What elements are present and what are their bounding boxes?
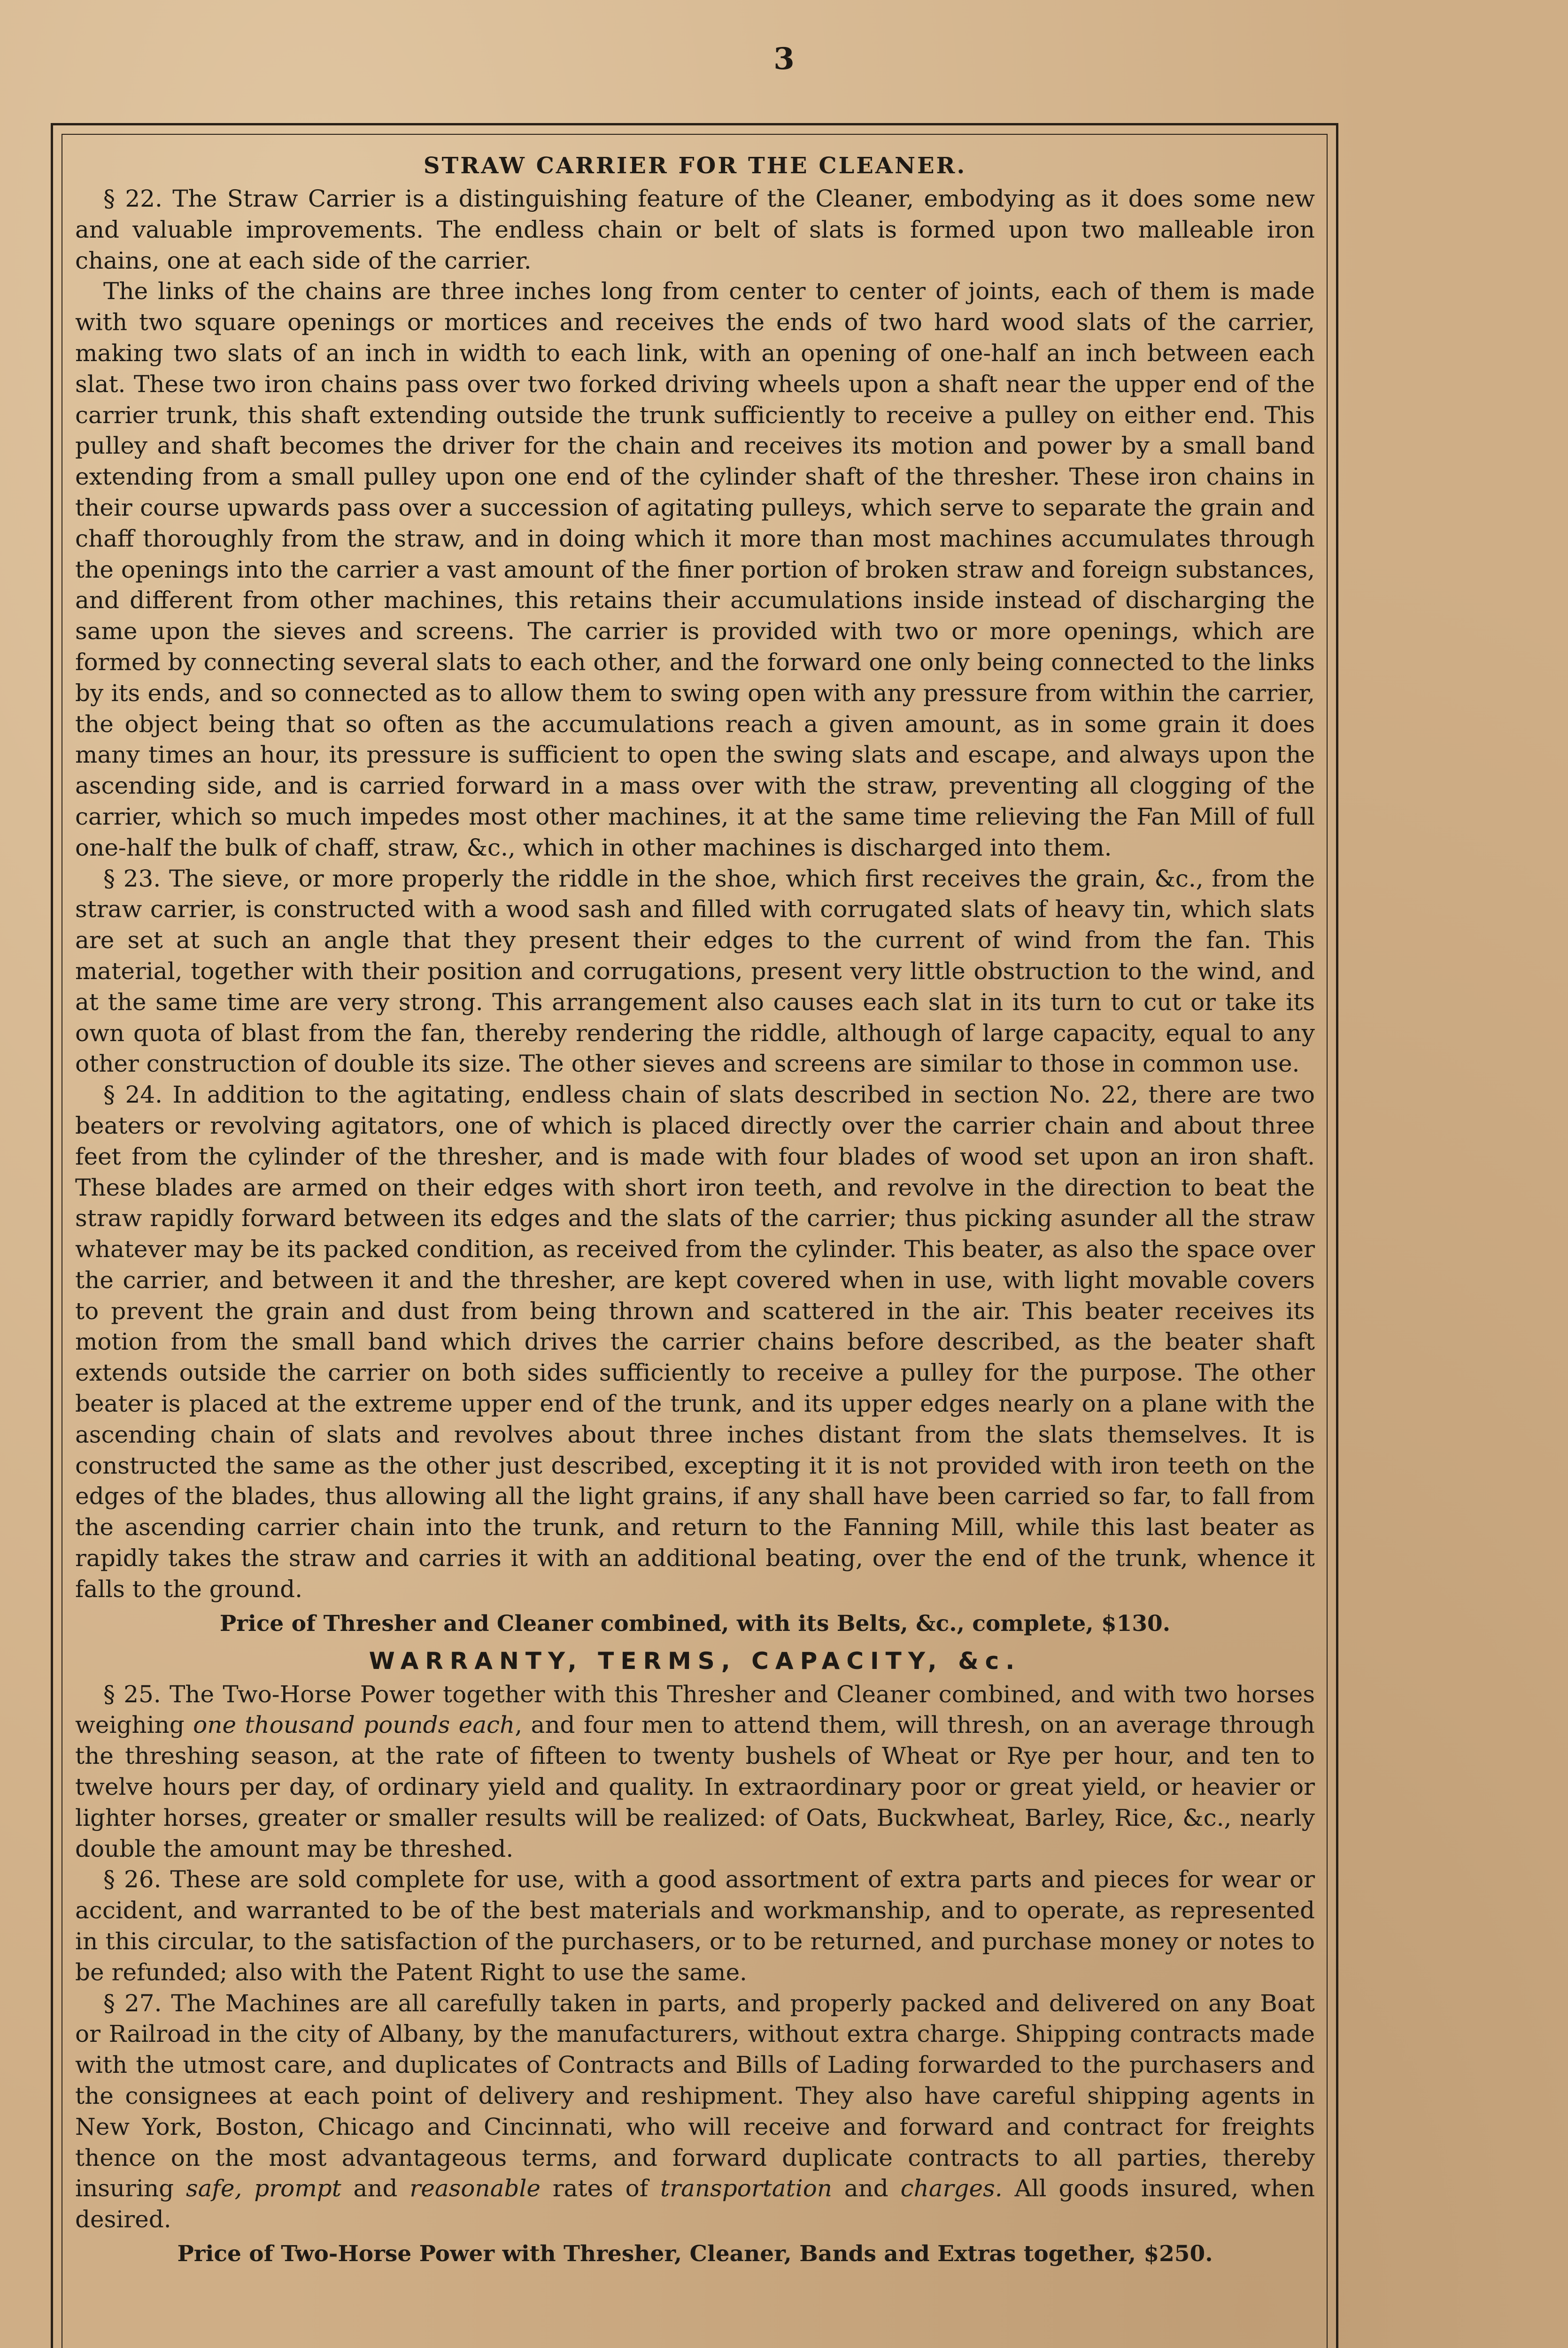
warranty-heading: WARRANTY, TERMS, CAPACITY, &c. — [369, 1647, 1021, 1675]
straw-carrier-heading: STRAW CARRIER FOR THE CLEANER. — [423, 153, 967, 179]
section-27-text-a: § 27. The Machines are all carefully taken in parts, and properly packed and delivered on any Boat or Railroad in the city of Albany, by the manufacturers, without extra charge. Shipping contracts made with the utmost care, and duplicates of Contracts and Bills of Lading forwarded to the purchasers and the consignees at each point of delivery and reshipment. They also have careful shipping agents in New York, Boston, Chicago and Cincinnati, who will receive and forward and contract for freights thence on the most advantageous terms, and forward duplicate contracts to all parties, thereby insuring — [75, 1989, 1315, 2202]
section-27-text-d: and — [832, 2175, 901, 2202]
page-number: 3 — [773, 41, 795, 77]
section-25-text-a: § 25. The Two-Horse Power together with this Thresher and Cleaner combined, and with two horses weighing — [75, 1680, 1315, 1739]
section-25 — [75, 1679, 1315, 1865]
section-27-italic-1: safe, prompt — [185, 2175, 341, 2202]
section-27-italic-2: reasonable — [409, 2175, 541, 2202]
section-27-text-c: rates of — [541, 2175, 661, 2202]
section-22-body: The links of the chains are three inches long from center to center of joints, each of them is made with two square openings or mortices and receives the ends of two hard wood slats of the carrier, making two slats of an inch in width to each link, with an opening of one-half an inch between each slat. These two iron chains pass over two forked driving wheels upon a shaft near the upper end of the carrier trunk, this shaft extending outside the trunk sufficiently to receive a pulley on either end. This pulley and shaft becomes the driver for the chain and receives its motion and power by a small band extending from a small pulley upon one end of the cylinder shaft of the thresher. These iron chains in their course upwards pass over a succession of agitating pulleys, which serve to separate the grain and chaff thoroughly from the straw, and in doing which it more than most machines accumulates through the openings into the carrier a vast amount of the finer portion of broken straw and foreign substances, and different from other machines, this retains their accumulations inside instead of discharging the same upon the sieves and screens. The carrier is provided with two or more openings, which are formed by connecting several slats to each other, and the forward one only being connected to the links by its ends, and so connected as to allow them to swing open with any pressure from within the carrier, the object being that so often as the accumulations reach a given amount, as in some grain it does many times an hour, its pressure is sufficient to open the swing slats and escape, and always upon the ascending side, and is carried forward in a mass over with the straw, preventing all clogging of the carrier, which so much impedes most other machines, it at the same time relieving the Fan Mill of full one-half the bulk of chaff, straw, &c., which in other machines is discharged into them. — [75, 278, 1315, 861]
section-27-text-b: and — [341, 2175, 410, 2202]
two-horse-power-price: Price of Two-Horse Power with Thresher, Cleaner, Bands and Extras together, $250. — [177, 2241, 1213, 2267]
section-26: § 26. These are sold complete for use, with a good assortment of extra parts and pieces for wear or accident, and warranted to be of the best materials and workmanship, and to operate, as represented in this circular, to the satisfaction of the purchasers, or to be returned, and purchase money or notes to be refunded; also with the Patent Right to use the same. — [75, 1866, 1315, 1986]
section-25-italic: one thousand pounds each — [193, 1711, 515, 1739]
section-27-italic-4: charges. — [900, 2175, 1003, 2202]
thresher-cleaner-price: Price of Thresher and Cleaner combined, with its Belts, &c., complete, $130. — [219, 1610, 1171, 1637]
page-content — [75, 148, 1315, 2273]
section-27-italic-3: transportation — [660, 2175, 832, 2202]
section-24: § 24. In addition to the agitating, endless chain of slats described in section No. 22, there are two beaters or revolving agitators, one of which is placed directly over the carrier chain and about three feet from the cylinder of the thresher, and is made with four blades of wood set upon an iron shaft. These blades are armed on their edges with short iron teeth, and revolve in the direction to beat the straw rapidly forward between its edges and the slats of the carrier; thus picking asunder all the straw whatever may be its packed condition, as received from the cylinder. This beater, as also the space over the carrier, and between it and the thresher, are kept covered when in use, with light movable covers to prevent the grain and dust from being thrown and scattered in the air. This beater receives its motion from the small band which drives the carrier chains before described, as the beater shaft extends outside the carrier on both sides sufficiently to receive a pulley for the purpose. The other beater is placed at the extreme upper end of the trunk, and its upper edges nearly on a plane with the ascending chain of slats and revolves about three inches distant from the slats themselves. It is constructed the same as the other just described, excepting it it is not provided with iron teeth on the edges of the blades, thus allowing all the light grains, if any shall have been carried so far, to fall from the ascending carrier chain into the trunk, and return to the Fanning Mill, while this last beater as rapidly takes the straw and carries it with an additional beating, over the end of the trunk, whence it falls to the ground. — [75, 1081, 1315, 1603]
section-27 — [75, 1988, 1315, 2235]
section-23: § 23. The sieve, or more properly the riddle in the shoe, which first receives the grain, &c., from the straw carrier, is constructed with a wood sash and filled with corrugated slats of heavy tin, which slats are set at such an angle that they present their edges to the current of wind from the fan. This material, together with their position and corrugations, present very little obstruction to the wind, and at the same time are very strong. This arrangement also causes each slat in its turn to cut or take its own quota of blast from the fan, thereby rendering the riddle, although of large capacity, equal to any other construction of double its size. The other sieves and screens are similar to those in common use. — [75, 865, 1315, 1078]
section-25-text-b: , and four men to attend them, will thresh, on an average through the threshing season, at the rate of fifteen to twenty bushels of Wheat or Rye per hour, and ten to twelve hours per day, of ordinary yield and quality. In extraordinary poor or great yield, or heavier or lighter horses, greater or smaller results will be realized: of Oats, Buckwheat, Barley, Rice, &c., nearly double the amount may be threshed. — [75, 1711, 1315, 1862]
section-27-text-e: All goods insured, when desired. — [75, 2175, 1315, 2233]
section-22-intro: § 22. The Straw Carrier is a distinguishing feature of the Cleaner, embodying as it does some new and valuable improvements. The endless chain or belt of slats is formed upon two malleable iron chains, one at each side of the carrier. — [75, 185, 1315, 274]
